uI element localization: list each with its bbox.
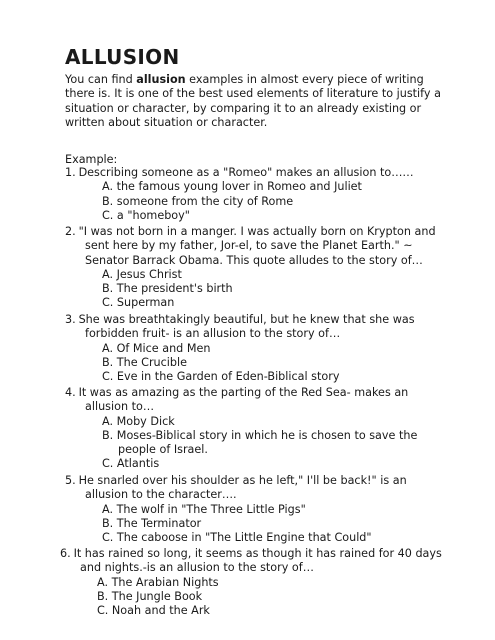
intro-bold-term: allusion (136, 73, 186, 86)
intro-line-3: situation or character, by comparing it to an already existing or (65, 101, 422, 115)
answer-option: A. Of Mice and Men (102, 341, 211, 355)
question-4 (65, 386, 465, 472)
answer-option: B. The Terminator (102, 516, 202, 530)
question-6 (60, 547, 460, 618)
intro-line-4: written about situation or character. (65, 115, 268, 129)
question-stem (65, 225, 465, 239)
answer-option: B. someone from the city of Rome (102, 194, 294, 208)
answer-option: C. The caboose in "The Little Engine that Could" (102, 531, 372, 545)
question-number: 5. (65, 474, 76, 487)
question-text: sent here by my father, Jor-el, to save the Planet Earth." ~ (85, 239, 413, 253)
intro-text: examples in almost every piece of writing (185, 73, 424, 86)
question-text: Describing someone as a "Romeo" makes an allusion to…… (78, 166, 414, 179)
intro-line-2: there is. It is one of the best used elements of literature to justify a (65, 87, 441, 101)
question-text: and nights.-is an allusion to the story of… (80, 561, 314, 575)
question-stem (65, 474, 465, 488)
answer-option: C. Superman (102, 296, 175, 310)
answer-option: A. Moby Dick (102, 414, 175, 428)
intro-paragraph (65, 73, 445, 130)
example-label: Example: (65, 153, 118, 166)
question-text: It was as amazing as the parting of the Red Sea- makes an (78, 386, 409, 399)
answer-option: A. The Arabian Nights (97, 575, 219, 589)
question-text: "I was not born in a manger. I was actually born on Krypton and (78, 225, 436, 238)
question-text: allusion to the character…. (85, 488, 237, 502)
question-number: 3. (65, 313, 76, 326)
answer-option: C. Eve in the Garden of Eden-Biblical story (102, 370, 340, 384)
question-stem (65, 313, 465, 327)
question-stem (65, 166, 465, 180)
answer-option: B. The president's birth (102, 282, 233, 296)
question-text: She was breathtakingly beautiful, but he knew that she was (78, 313, 415, 326)
question-text: Senator Barrack Obama. This quote alludes to the story of… (85, 253, 423, 267)
question-stem (60, 547, 460, 561)
intro-text: You can find (65, 73, 137, 86)
answer-option: A. the famous young lover in Romeo and Juliet (102, 180, 362, 194)
page-title: ALLUSION (65, 45, 180, 69)
question-number: 6. (60, 547, 71, 560)
question-1 (65, 166, 465, 223)
intro-line-1 (65, 73, 445, 87)
answer-option: B. The Crucible (102, 355, 188, 369)
answer-option: C. Atlantis (102, 457, 160, 471)
question-number: 4. (65, 386, 76, 399)
answer-option: B. The Jungle Book (97, 589, 203, 603)
question-stem (65, 386, 465, 400)
question-5 (65, 474, 465, 545)
question-number: 1. (65, 166, 76, 179)
question-text: It has rained so long, it seems as though it has rained for 40 days (73, 547, 442, 560)
answer-option: B. Moses-Biblical story in which he is chosen to save the (102, 428, 418, 442)
answer-option: A. Jesus Christ (102, 267, 182, 281)
question-text: forbidden fruit- is an allusion to the story of… (85, 327, 341, 341)
answer-option: C. a "homeboy" (102, 208, 190, 222)
answer-option: A. The wolf in "The Three Little Pigs" (102, 502, 306, 516)
question-3 (65, 313, 465, 384)
answer-option: C. Noah and the Ark (97, 604, 210, 618)
question-2 (65, 225, 465, 311)
question-text: He snarled over his shoulder as he left," I'll be back!" is an (78, 474, 407, 487)
question-number: 2. (65, 225, 76, 238)
question-text: allusion to… (85, 400, 155, 414)
answer-option-continued: people of Israel. (118, 443, 208, 457)
